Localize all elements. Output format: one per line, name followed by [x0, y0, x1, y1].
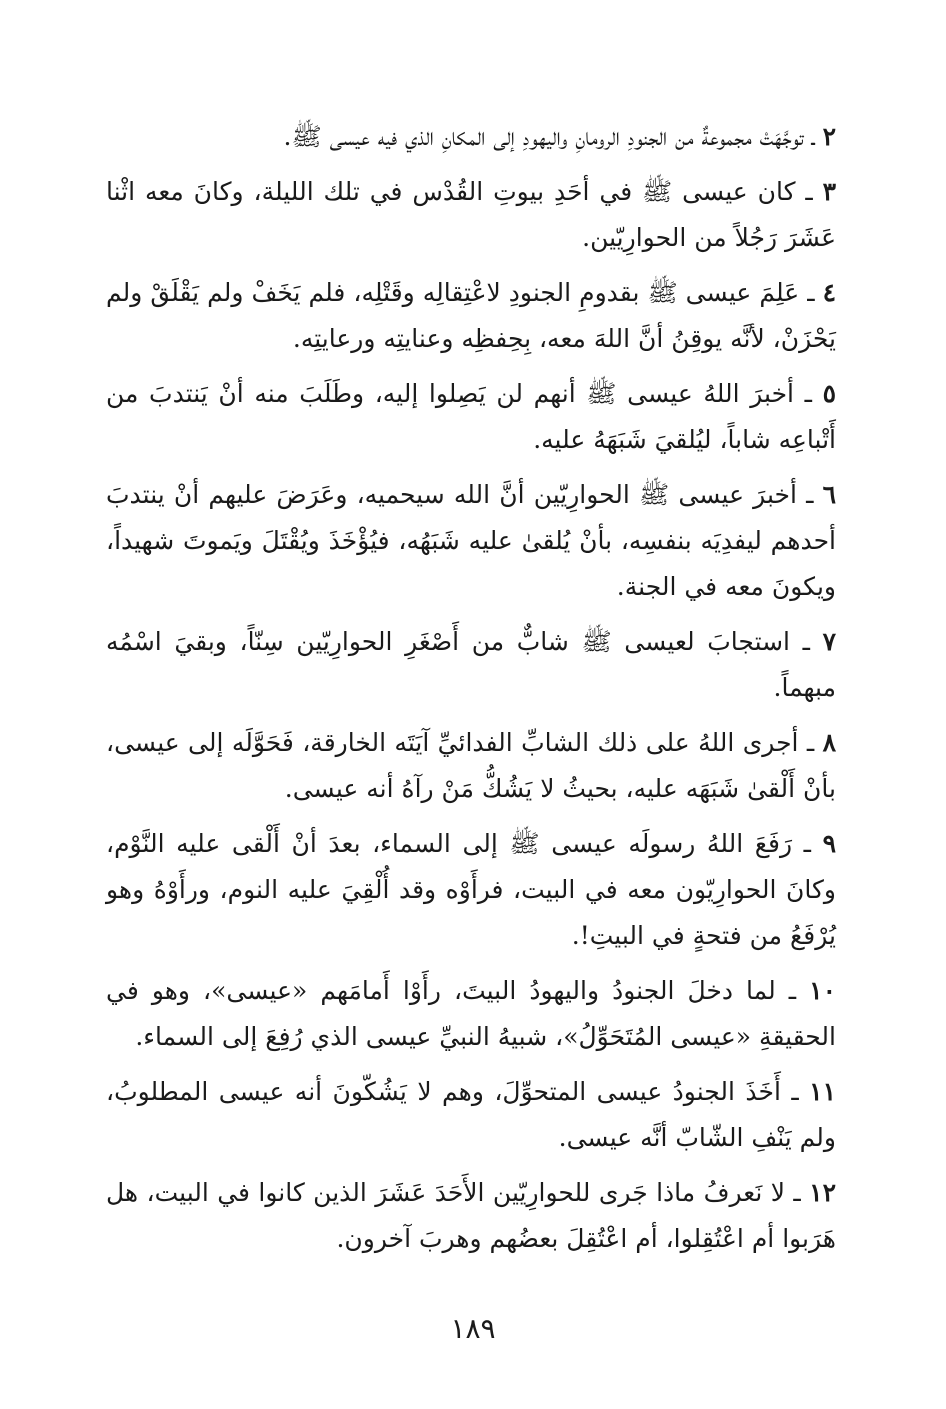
paragraph-number: ٧ — [822, 627, 837, 656]
paragraph-6: ٦ ـ أخبرَ عيسى ﷺ الحوارِيّين أنَّ الله سيحميه، وعَرَضَ عليهم أنْ ينتدبَ أحدهم ليفدِيَه بنفسِه، بأنْ يُلقىٰ عليه شَبَهُه، فيُؤْخَذَ ويُقْتَلَ ويَموتَ شهيداً، ويكونَ معه في الجنة. — [106, 480, 836, 601]
paragraph-number: ٥ — [822, 379, 837, 408]
paragraph-number: ١٠ — [809, 976, 836, 1005]
paragraph-11: ١١ ـ أَخَذَ الجنودُ عيسى المتحوِّلَ، وهم لا يَشُكّونَ أنه عيسى المطلوبُ، ولم يَنْفِ الشّابّ أنَّه عيسى. — [106, 1077, 836, 1152]
paragraph-number: ٢ — [822, 122, 836, 151]
paragraph-text: أخبرَ عيسى ﷺ الحوارِيّين أنَّ الله سيحميه، وعَرَضَ عليهم أنْ ينتدبَ أحدهم ليفدِيَه بنفسِه، بأنْ يُلقىٰ عليه شَبَهُه، فيُؤْخَذَ ويُقْتَلَ ويَموتَ شهيداً، ويكونَ معه في الجنة. — [106, 480, 836, 601]
paragraph-text: استجابَ لعيسى ﷺ شابٌّ من أَصْغَرِ الحوارِيّين سِنّاً، وبقيَ اسْمُه مبهماً. — [106, 627, 836, 702]
paragraph-9: ٩ ـ رَفَعَ اللهُ رسولَه عيسى ﷺ إلى السماء، بعدَ أنْ أَلْقى عليه النَّوْم، وكانَ الحوارِيّون معه في البيت، فرأَوْه وقد أُلْقِيَ عليه النوم، ورأَوْهُ وهو يُرْفَعُ من فتحةٍ في البيتِ!. — [106, 829, 837, 950]
paragraph-5: ٥ ـ أخبرَ اللهُ عيسى ﷺ أنهم لن يَصِلوا إليه، وطَلَبَ منه أنْ يَنتدبَ من أَتْباعِه شاباً، ليُلقيَ شَبَهَهُ عليه. — [106, 379, 837, 454]
paragraph-number: ١١ — [809, 1077, 836, 1106]
paragraph-4: ٤ ـ عَلِمَ عيسى ﷺ بقدومِ الجنودِ لاعْتِقالِه وقَتْلِه، فلم يَخَفْ ولم يَقْلَقْ ولم يَحْزَنْ، لأنَّه يوقِنُ أنَّ اللهَ معه، بِحِفظِه وعنايتِه ورعايتِه. — [106, 278, 836, 353]
paragraph-number: ٤ — [822, 278, 836, 307]
paragraph-text: كان عيسى ﷺ في أحَدِ بيوتِ القُدْس في تلك الليلة، وكانَ معه اثْنا عَشَرَ رَجُلاً من الحوارِيّين. — [106, 177, 836, 252]
page-number: ١٨٩ — [450, 1312, 496, 1345]
paragraph-2: ٢ ـ توجَّهَتْ مجموعةٌ من الجنودِ الرومانِ واليهودِ إلى المكانِ الذي فيه عيسى ﷺ. — [283, 122, 836, 151]
paragraph-7: ٧ ـ استجابَ لعيسى ﷺ شابٌّ من أَصْغَرِ الحوارِيّين سِنّاً، وبقيَ اسْمُه مبهماً. — [106, 627, 837, 702]
paragraph-text: لا نَعرفُ ماذا جَرى للحوارِيّين الأَحَدَ عَشَرَ الذين كانوا في البيت، هل هَرَبوا أم اعْتُقِلوا، أم اعْتُقِلَ بعضُهم وهربَ آخرون. — [106, 1178, 836, 1253]
paragraph-number: ٣ — [822, 177, 837, 206]
paragraph-text: رَفَعَ اللهُ رسولَه عيسى ﷺ إلى السماء، بعدَ أنْ أَلْقى عليه النَّوْم، وكانَ الحوارِيّون معه في البيت، فرأَوْه وقد أُلْقِيَ عليه النوم، ورأَوْهُ وهو يُرْفَعُ من فتحةٍ في البيتِ!. — [106, 829, 836, 950]
paragraph-8: ٨ ـ أجرى اللهُ على ذلك الشابِّ الفدائيِّ آيَتَه الخارقة، فَحَوَّلَه إلى عيسى، بأنْ أَلْقىٰ شَبَهَه عليه، بحيثُ لا يَشُكُّ مَنْ رآهُ أنه عيسى. — [106, 728, 837, 803]
paragraph-12: ١٢ ـ لا نَعرفُ ماذا جَرى للحوارِيّين الأَحَدَ عَشَرَ الذين كانوا في البيت، هل هَرَبوا أم اعْتُقِلوا، أم اعْتُقِلَ بعضُهم وهربَ آخرون. — [106, 1178, 837, 1253]
paragraph-number: ٦ — [822, 480, 836, 509]
paragraph-text: أَخَذَ الجنودُ عيسى المتحوِّلَ، وهم لا يَشُكّونَ أنه عيسى المطلوبُ، ولم يَنْفِ الشّابّ أنَّه عيسى. — [106, 1077, 836, 1152]
paragraph-3: ٣ ـ كان عيسى ﷺ في أحَدِ بيوتِ القُدْس في تلك الليلة، وكانَ معه اثْنا عَشَرَ رَجُلاً من الحوارِيّين. — [106, 177, 837, 252]
paragraph-10: ١٠ ـ لما دخلَ الجنودُ واليهودُ البيتَ، رأَوْا أَمامَهم «عيسى»، وهو في الحقيقةِ «عيسى المُتَحَوِّلُ»، شبيهُ النبيِّ عيسى الذي رُفِعَ إلى السماء. — [106, 976, 836, 1051]
paragraph-number: ١٢ — [809, 1178, 837, 1207]
paragraph-text: أخبرَ اللهُ عيسى ﷺ أنهم لن يَصِلوا إليه، وطَلَبَ منه أنْ يَنتدبَ من أَتْباعِه شاباً، ليُلقيَ شَبَهَهُ عليه. — [106, 379, 836, 454]
paragraph-text: أجرى اللهُ على ذلك الشابِّ الفدائيِّ آيَتَه الخارقة، فَحَوَّلَه إلى عيسى، بأنْ أَلْقىٰ شَبَهَه عليه، بحيثُ لا يَشُكُّ مَنْ رآهُ أنه عيسى. — [106, 728, 836, 803]
paragraph-number: ٨ — [822, 728, 837, 757]
page-body — [106, 114, 836, 1271]
paragraph-text: توجَّهَتْ مجموعةٌ من الجنودِ الرومانِ واليهودِ إلى المكانِ الذي فيه عيسى ﷺ. — [283, 122, 804, 151]
paragraph-number: ٩ — [822, 829, 837, 858]
paragraph-text: عَلِمَ عيسى ﷺ بقدومِ الجنودِ لاعْتِقالِه وقَتْلِه، فلم يَخَفْ ولم يَقْلَقْ ولم يَحْزَنْ، لأنَّه يوقِنُ أنَّ اللهَ معه، بِحِفظِه وعنايتِه ورعايتِه. — [106, 278, 836, 353]
paragraph-text: لما دخلَ الجنودُ واليهودُ البيتَ، رأَوْا أَمامَهم «عيسى»، وهو في الحقيقةِ «عيسى المُتَحَوِّلُ»، شبيهُ النبيِّ عيسى الذي رُفِعَ إلى السماء. — [106, 976, 836, 1051]
